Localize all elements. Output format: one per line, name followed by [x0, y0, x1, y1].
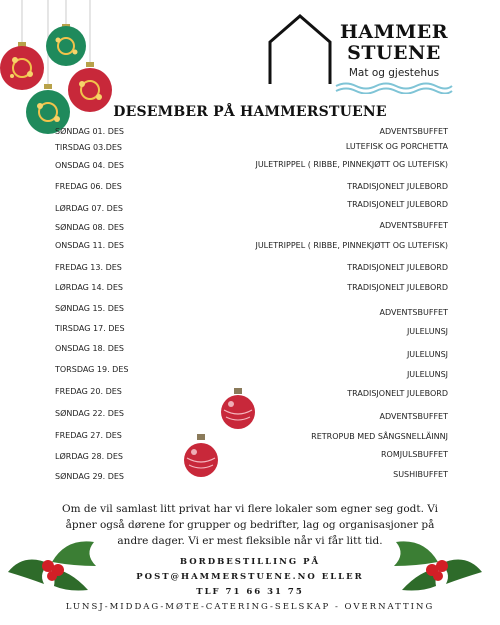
- event-name: SUSHIBUFFET: [393, 470, 448, 479]
- event-name: TRADISJONELT JULEBORD: [347, 283, 448, 292]
- booking-email: POST@HAMMERSTUENE.NO ELLER: [136, 572, 364, 582]
- event-date: FREDAG 27. DES: [55, 431, 122, 440]
- event-date: SØNDAG 01. DES: [55, 127, 125, 136]
- event-name: JULELUNSJ: [406, 350, 448, 359]
- event-date: FREDAG 06. DES: [55, 182, 122, 191]
- event-name: TRADISJONELT JULEBORD: [347, 200, 448, 209]
- event-name: JULELUNSJ: [406, 327, 448, 336]
- logo-title-line2: STUENE: [347, 42, 441, 64]
- event-name: RETROPUB MED SÅNGSNELLÄINNJ: [311, 432, 448, 441]
- event-date: LØRDAG 07. DES: [55, 204, 123, 213]
- services-line: LUNSJ-MIDDAG-MØTE-CATERING-SELSKAP - OVERNATTING: [65, 602, 435, 612]
- red-ornament-icon: [0, 42, 44, 90]
- event-name: JULETRIPPEL ( RIBBE, PINNEKJØTT OG LUTEFISK): [255, 241, 448, 250]
- event-name: LUTEFISK OG PORCHETTA: [345, 142, 448, 151]
- event-date: FREDAG 20. DES: [55, 387, 122, 396]
- event-date: FREDAG 13. DES: [55, 263, 122, 272]
- event-date: TORSDAG 19. DES: [55, 365, 129, 374]
- event-date: SØNDAG 22. DES: [55, 409, 125, 418]
- red-bauble-icon: [218, 386, 258, 432]
- event-date: LØRDAG 14. DES: [55, 283, 123, 292]
- event-date: SØNDAG 08. DES: [55, 223, 125, 232]
- event-name: ADVENTSBUFFET: [379, 308, 448, 317]
- event-name: TRADISJONELT JULEBORD: [347, 263, 448, 272]
- event-name: ROMJULSBUFFET: [381, 450, 448, 459]
- event-date: LØRDAG 28. DES: [55, 452, 123, 461]
- event-name: ADVENTSBUFFET: [379, 412, 448, 421]
- event-name: TRADISJONELT JULEBORD: [347, 389, 448, 398]
- logo-title-line1: HAMMER: [339, 21, 449, 43]
- event-name: ADVENTSBUFFET: [379, 127, 448, 136]
- event-date: SØNDAG 29. DES: [55, 472, 125, 481]
- event-date: ONSDAG 18. DES: [55, 344, 125, 353]
- event-date: ONSDAG 04. DES: [55, 161, 125, 170]
- event-date: SØNDAG 15. DES: [55, 304, 125, 313]
- house-outline-icon: [266, 12, 336, 86]
- wave-icon: [334, 80, 454, 94]
- booking-label: BORDBESTILLING PÅ: [179, 557, 321, 567]
- event-name: TRADISJONELT JULEBORD: [347, 182, 448, 191]
- event-name: JULETRIPPEL ( RIBBE, PINNEKJØTT OG LUTEFISK): [255, 160, 448, 169]
- green-ornament-icon: [46, 24, 86, 66]
- event-name: ADVENTSBUFFET: [379, 221, 448, 230]
- event-date: TIRSDAG 03.DES: [55, 143, 122, 152]
- page-title: DESEMBER PÅ HAMMERSTUENE: [113, 104, 387, 120]
- red-bauble-icon: [181, 432, 221, 480]
- event-name: JULELUNSJ: [406, 370, 448, 379]
- booking-phone: TLF 71 66 31 75: [196, 587, 304, 597]
- event-date: ONSDAG 11. DES: [55, 241, 125, 250]
- info-paragraph: Om de vil samlast litt privat har vi flere lokaler som egner seg godt. Vi åpner også dørene for grupper og bedrifter, lag og organisasjoner på andre dager. Vi er mest fleksible når vi får litt tid.: [61, 503, 439, 547]
- event-date: TIRSDAG 17. DES: [55, 324, 125, 333]
- logo-tagline: Mat og gjestehus: [348, 67, 440, 79]
